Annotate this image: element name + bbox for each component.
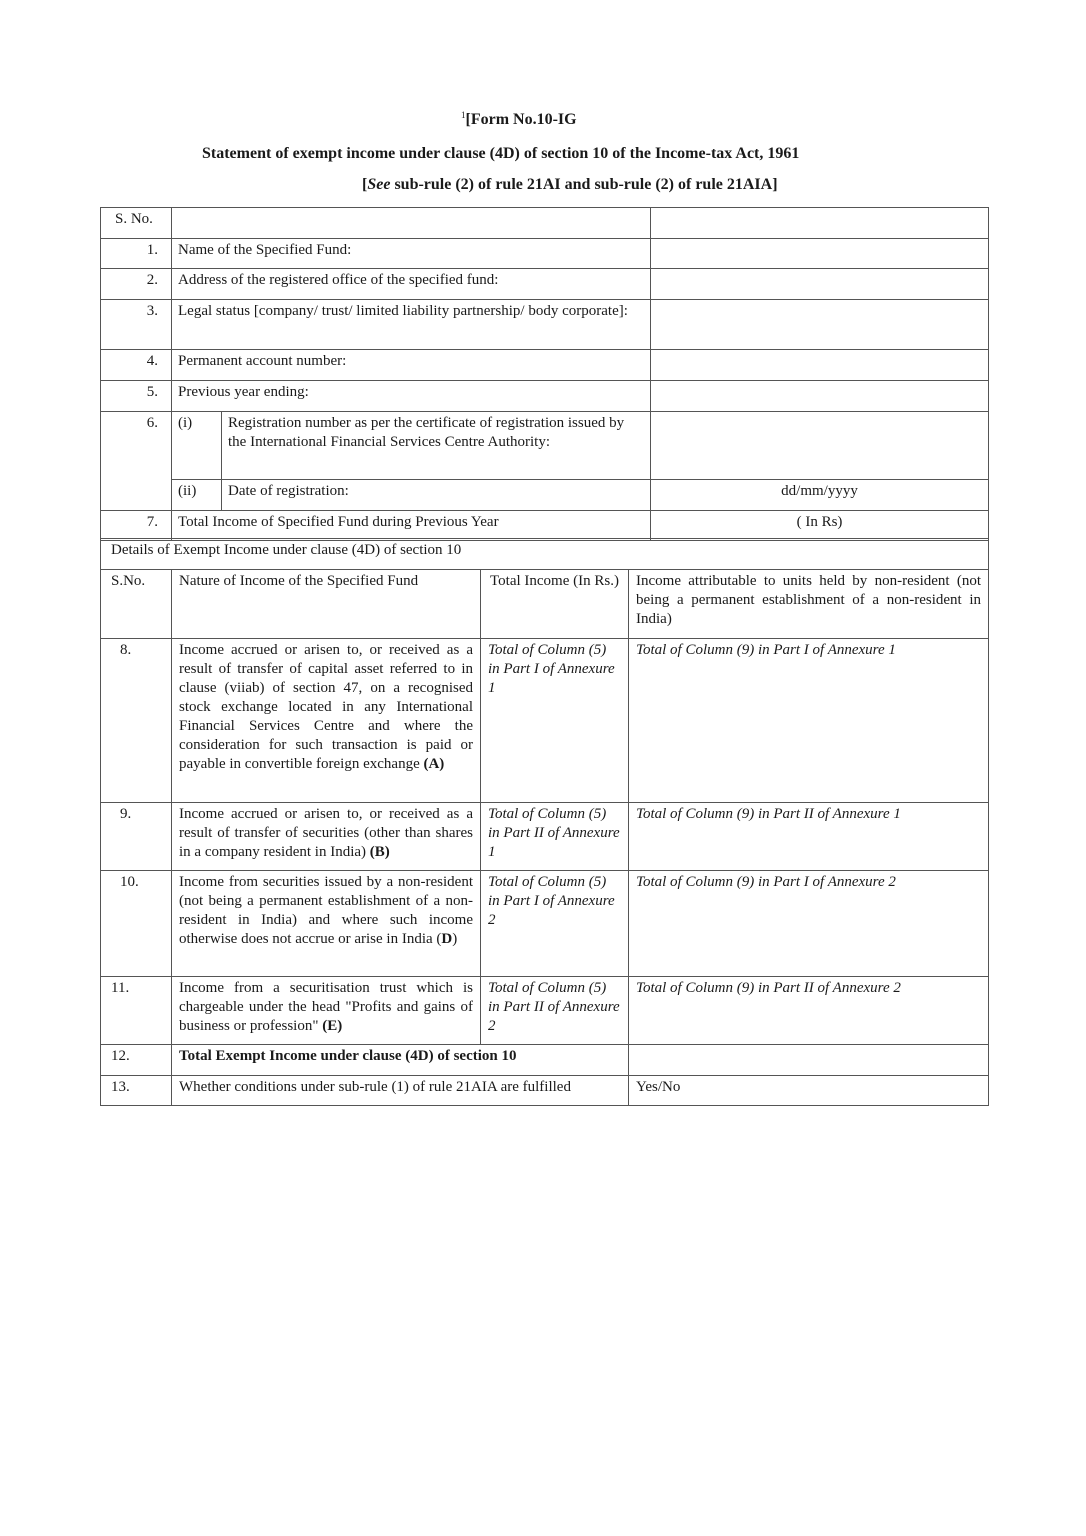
address-label: Address of the registered office of the specified fund:	[172, 269, 651, 300]
conditions-fulfilled-value[interactable]: Yes/No	[629, 1076, 989, 1106]
total-income-column-header: Total Income (In Rs.)	[481, 570, 629, 639]
table-row: 11. Income from a securitisation trust which is chargeable under the head "Profits and gains of business or profession" (E) Total of Column (5) in Part II of Annexure 2 Total of Column (9) in Part II of Annexure 2	[101, 977, 989, 1045]
table-row: 5. Previous year ending:	[101, 381, 989, 412]
table-row: 6. (i) Registration number as per the certificate of registration issued by the International Financial Services Centre Authority:	[101, 412, 989, 480]
fund-details-table	[100, 207, 989, 541]
row-11-total: Total of Column (5) in Part II of Annexure 2	[481, 977, 629, 1045]
table-row: 3. Legal status [company/ trust/ limited liability partnership/ body corporate]:	[101, 300, 989, 350]
table-row: 10. Income from securities issued by a non-resident (not being a permanent establishment of a non-resident in India) and where such income otherwise does not accrue or arise in India (D) Total of Column (5) in Part I of Annexure 2 Total of Column (9) in Part I of Annexure 2	[101, 871, 989, 977]
conditions-fulfilled-label: Whether conditions under sub-rule (1) of rule 21AIA are fulfilled	[172, 1076, 629, 1106]
pan-label: Permanent account number:	[172, 350, 651, 381]
total-exempt-income-label: Total Exempt Income under clause (4D) of section 10	[172, 1045, 629, 1076]
row-9-description: Income accrued or arisen to, or received as a result of transfer of securities (other than shares in a company resident in India) (B)	[172, 803, 481, 871]
registration-number-value[interactable]	[651, 412, 989, 480]
row-8-nonresident: Total of Column (9) in Part I of Annexure 1	[629, 639, 989, 803]
pan-value[interactable]	[651, 350, 989, 381]
table-row: 8. Income accrued or arisen to, or received as a result of transfer of capital asset referred to in clause (viiab) of section 47, on a recognised stock exchange located in any International Financial Services Centre and where the consideration for such transaction is paid or payable in convertible foreign exchange (A) Total of Column (5) in Part I of Annexure 1 Total of Column (9) in Part I of Annexure 1	[101, 639, 989, 803]
row-10-nonresident: Total of Column (9) in Part I of Annexure 2	[629, 871, 989, 977]
table-row	[101, 480, 989, 511]
table-row: 7. Total Income of Specified Fund during Previous Year ( In Rs)	[101, 511, 989, 541]
row-9-nonresident: Total of Column (9) in Part II of Annexure 1	[629, 803, 989, 871]
table-row: 13. Whether conditions under sub-rule (1) of rule 21AIA are fulfilled Yes/No	[101, 1076, 989, 1106]
legal-status-label: Legal status [company/ trust/ limited liability partnership/ body corporate]:	[172, 300, 651, 350]
previous-year-label: Previous year ending:	[172, 381, 651, 412]
registration-date-label: Date of registration:	[222, 480, 651, 511]
fund-name-value[interactable]	[651, 239, 989, 269]
sub-item-ii: (ii)	[172, 480, 222, 511]
address-value[interactable]	[651, 269, 989, 300]
nonresident-column-header: Income attributable to units held by non-resident (not being a permanent establishment of a non-resident in India)	[629, 570, 989, 639]
sno-column-header: S.No.	[101, 570, 172, 639]
legal-status-value[interactable]	[651, 300, 989, 350]
previous-year-value[interactable]	[651, 381, 989, 412]
table-row: 2. Address of the registered office of the specified fund:	[101, 269, 989, 300]
table-header-row	[101, 208, 989, 239]
details-heading: Details of Exempt Income under clause (4D) of section 10	[101, 539, 989, 570]
row-10-description: Income from securities issued by a non-resident (not being a permanent establishment of a non-resident in India) and where such income otherwise does not accrue or arise in India (D)	[172, 871, 481, 977]
exempt-income-table	[100, 538, 989, 1106]
fund-name-label: Name of the Specified Fund:	[172, 239, 651, 269]
form-number-heading	[0, 110, 1086, 129]
column-header-row	[101, 570, 989, 639]
registration-date-value[interactable]: dd/mm/yyyy	[651, 480, 989, 511]
row-8-total: Total of Column (5) in Part I of Annexure 1	[481, 639, 629, 803]
table-row: 12. Total Exempt Income under clause (4D) of section 10	[101, 1045, 989, 1076]
see-word: See	[367, 176, 391, 193]
row-11-description: Income from a securitisation trust which is chargeable under the head "Profits and gains of business or profession" (E)	[172, 977, 481, 1045]
table-row: 1. Name of the Specified Fund:	[101, 239, 989, 269]
table-row: 4. Permanent account number:	[101, 350, 989, 381]
footnote-marker: 1	[461, 110, 466, 120]
row-9-total: Total of Column (5) in Part II of Annexure 1	[481, 803, 629, 871]
row-10-total: Total of Column (5) in Part I of Annexure 2	[481, 871, 629, 977]
total-income-label: Total Income of Specified Fund during Previous Year	[172, 511, 651, 541]
table-row: 9. Income accrued or arisen to, or received as a result of transfer of securities (other than shares in a company resident in India) (B) Total of Column (5) in Part II of Annexure 1 Total of Column (9) in Part II of Annexure 1	[101, 803, 989, 871]
row-11-nonresident: Total of Column (9) in Part II of Annexure 2	[629, 977, 989, 1045]
total-income-value[interactable]: ( In Rs)	[651, 511, 989, 541]
form-number: [Form No.10-IG	[465, 111, 577, 128]
nature-column-header: Nature of Income of the Specified Fund	[172, 570, 481, 639]
row-8-description: Income accrued or arisen to, or received as a result of transfer of capital asset referred to in clause (viiab) of section 47, on a recognised stock exchange located in any International Financial Services Centre and where the consideration for such transaction is paid or payable in convertible foreign exchange (A)	[172, 639, 481, 803]
total-exempt-income-value[interactable]	[629, 1045, 989, 1076]
sub-item-i: (i)	[172, 412, 222, 480]
sno-header: S. No.	[101, 208, 172, 239]
registration-number-label: Registration number as per the certificate of registration issued by the International Financial Services Centre Authority:	[222, 412, 651, 480]
section-heading-row	[101, 539, 989, 570]
